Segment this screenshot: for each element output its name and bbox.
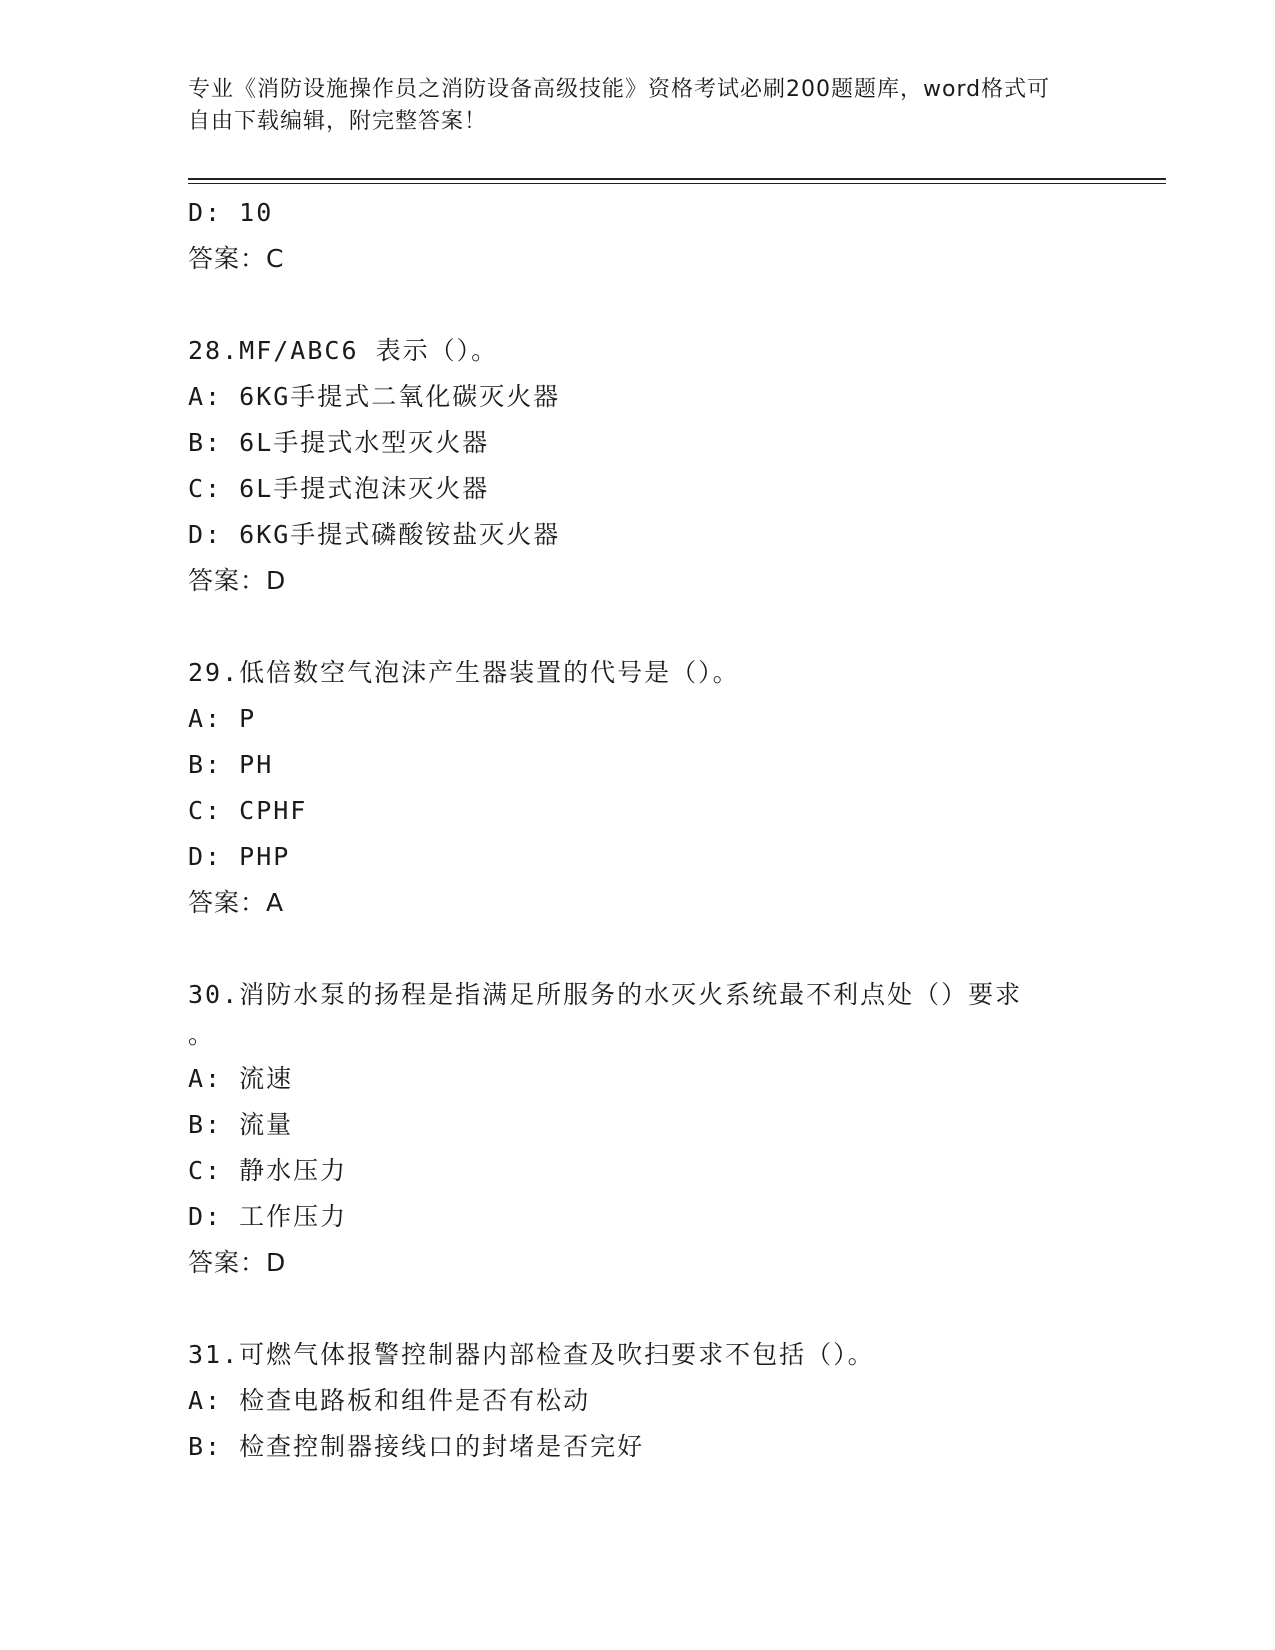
option-line: D: 6KG手提式磷酸铵盐灭火器 <box>188 520 561 549</box>
question-list <box>188 190 1088 1470</box>
option-line: A: 检查电路板和组件是否有松动 <box>188 1386 591 1415</box>
answer-line: 答案：D <box>188 566 287 595</box>
document-header: 专业《消防设施操作员之消防设备高级技能》资格考试必刷200题题库，word格式可自由下载编辑，附完整答案！ <box>188 77 1051 134</box>
option-line: B: PH <box>188 750 274 779</box>
option-line: A: 流速 <box>188 1064 294 1093</box>
option-line: B: 检查控制器接线口的封堵是否完好 <box>188 1432 645 1461</box>
spacer <box>188 926 1088 972</box>
spacer <box>188 282 1088 328</box>
option-line: C: 6L手提式泡沫灭火器 <box>188 474 490 503</box>
question-line: 28.MF/ABC6 表示（）。 <box>188 336 499 365</box>
option-line: B: 流量 <box>188 1110 294 1139</box>
spacer <box>188 1286 1088 1332</box>
question-line: 29.低倍数空气泡沫产生器装置的代号是（）。 <box>188 658 740 687</box>
option-line: B: 6L手提式水型灭火器 <box>188 428 490 457</box>
answer-line: 答案：C <box>188 244 285 273</box>
question-line: 31.可燃气体报警控制器内部检查及吹扫要求不包括（）。 <box>188 1340 875 1369</box>
answer-line: 答案：A <box>188 888 285 917</box>
option-line: D: PHP <box>188 842 291 871</box>
option-line: D: 工作压力 <box>188 1202 348 1231</box>
spacer <box>188 604 1088 650</box>
answer-line: 答案：D <box>188 1248 287 1277</box>
question-line: 30.消防水泵的扬程是指满足所服务的水灭火系统最不利点处（）要求 <box>188 980 1023 1009</box>
header-divider <box>188 178 1166 180</box>
option-line: D: 10 <box>188 198 274 227</box>
header-divider-thin <box>188 183 1166 184</box>
option-line: C: CPHF <box>188 796 308 825</box>
option-line: A: P <box>188 704 257 733</box>
option-line: C: 静水压力 <box>188 1156 348 1185</box>
option-line: A: 6KG手提式二氧化碳灭火器 <box>188 382 561 411</box>
question-continuation: 。 <box>188 1020 214 1049</box>
